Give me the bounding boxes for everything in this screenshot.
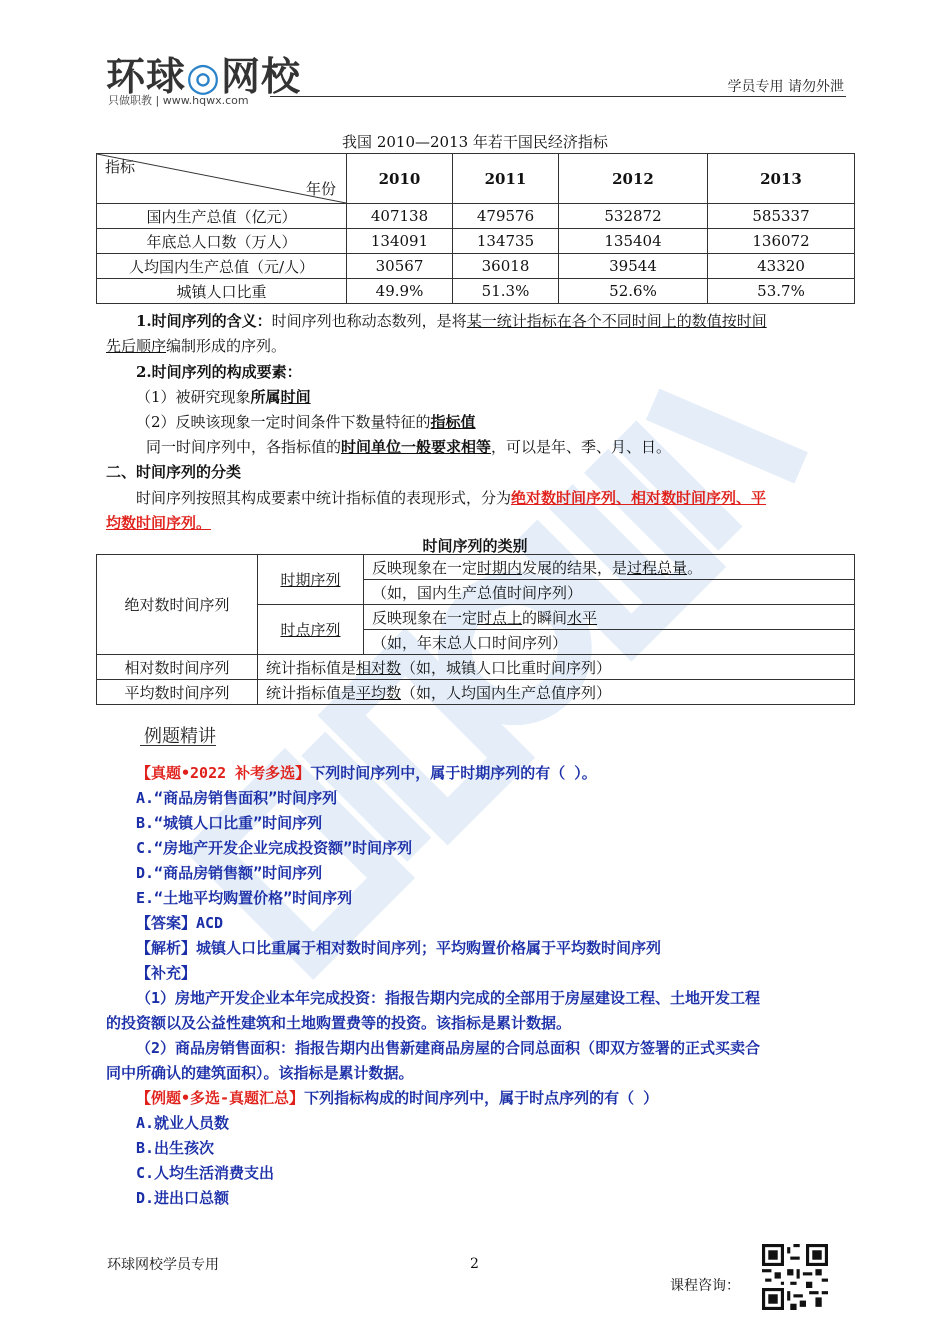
table1-title: 我国 2010—2013 年若干国民经济指标 (342, 133, 608, 151)
supplement-1-line2: 的投资额以及公益性建筑和土地购置费等的投资。该指标是累计数据。 (106, 1014, 572, 1032)
corner-top-label: 指标 (105, 158, 136, 176)
cell-value: 53.7% (708, 279, 855, 304)
course-consult-label: 课程咨询： (670, 1278, 740, 1294)
table2-title: 时间序列的类别 (422, 537, 528, 555)
q1-answer: 【答案】ACD (136, 914, 224, 932)
q1-option-d: D.“商品房销售额”时间序列 (136, 864, 323, 882)
page-header (0, 0, 950, 110)
q2-option-d: D.进出口总额 (136, 1189, 230, 1207)
q1-option-a: A.“商品房销售面积”时间序列 (136, 789, 338, 807)
definition-line1: 1.时间序列的含义：时间序列也称动态数列，是将某一统计指标在各个不同时间上的数值按时间 (136, 312, 767, 330)
footer-note: 环球网校学员专用 (107, 1257, 219, 1273)
brand-logo: 环球◎网校 (106, 55, 302, 100)
cell-value: 49.9% (347, 279, 453, 304)
row-label: 国内生产总值（亿元） (97, 204, 347, 229)
supplement-2-line1: （2）商品房销售面积：指报告期内出售新建商品房屋的合同总面积（即双方签署的正式买卖合 (136, 1039, 761, 1057)
year-header: 2010 (347, 154, 453, 204)
average-series-cell: 平均数时间序列 (97, 680, 258, 705)
absolute-series-cell: 绝对数时间序列 (97, 555, 258, 655)
cell-value: 134091 (347, 229, 453, 254)
corner-bottom-label: 年份 (305, 180, 336, 198)
q1-option-b: B.“城镇人口比重”时间序列 (136, 814, 323, 832)
page-number: 2 (470, 1256, 479, 1272)
period-desc-2: （如，国内生产总值时间序列） (364, 580, 855, 605)
q1-option-c: C.“房地产开发企业完成投资额”时间序列 (136, 839, 413, 857)
cell-value: 479576 (453, 204, 559, 229)
classification-heading: 二、时间序列的分类 (106, 463, 242, 481)
cell-value: 43320 (708, 254, 855, 279)
q2-option-a: A.就业人员数 (136, 1114, 230, 1132)
cell-value: 532872 (559, 204, 708, 229)
average-desc: 统计指标值是平均数（如，人均国内生产总值序列） (258, 680, 855, 705)
table-row (97, 555, 855, 580)
period-desc-1: 反映现象在一定时期内发展的结果，是过程总量。 (364, 555, 855, 580)
table-row (97, 655, 855, 680)
table-row (97, 279, 855, 304)
classification-line1: 时间序列按照其构成要素中统计指标值的表现形式，分为绝对数时间序列、相对数时间序列、平 (136, 489, 767, 507)
supplement-1-line1: （1）房地产开发企业本年完成投资：指报告期内完成的全部用于房屋建设工程、土地开发工程 (136, 989, 761, 1007)
question1-stem: 【真题•2022 补考多选】下列时间序列中，属于时期序列的有（ ）。 (136, 764, 597, 782)
relative-series-cell: 相对数时间序列 (97, 655, 258, 680)
point-desc-1: 反映现象在一定时点上的瞬间水平 (364, 605, 855, 630)
table-row (97, 204, 855, 229)
year-header: 2011 (453, 154, 559, 204)
element-item-2: （2）反映该现象一定时间条件下数量特征的指标值 (136, 413, 476, 431)
point-series-cell: 时点序列 (258, 605, 364, 655)
cell-value: 30567 (347, 254, 453, 279)
q1-supplement-label: 【补充】 (136, 964, 197, 982)
period-series-cell: 时期序列 (258, 555, 364, 605)
definition-line2: 先后顺序编制形成的序列。 (106, 337, 287, 355)
examples-section-title: 例题精讲 (144, 726, 216, 747)
qr-code-icon[interactable] (762, 1244, 828, 1310)
logo-play-icon: ◎ (186, 55, 222, 100)
cell-value: 52.6% (559, 279, 708, 304)
header-divider (270, 96, 846, 97)
supplement-2-line2: 同中所确认的建筑面积）。该指标是累计数据。 (106, 1064, 414, 1082)
logo-tagline: 只做职教 | www.hqwx.com (108, 94, 249, 107)
year-header: 2012 (559, 154, 708, 204)
cell-value: 585337 (708, 204, 855, 229)
year-header: 2013 (708, 154, 855, 204)
cell-value: 135404 (559, 229, 708, 254)
corner-cell (97, 154, 347, 204)
cell-value: 134735 (453, 229, 559, 254)
question2-stem: 【例题•多选-真题汇总】下列指标构成的时间序列中，属于时点序列的有（ ） (136, 1089, 659, 1107)
q2-option-b: B.出生孩次 (136, 1139, 215, 1157)
q1-option-e: E.“土地平均购置价格”时间序列 (136, 889, 353, 907)
q2-option-c: C.人均生活消费支出 (136, 1164, 275, 1182)
cell-value: 36018 (453, 254, 559, 279)
cell-value: 136072 (708, 229, 855, 254)
table-row (97, 680, 855, 705)
series-categories-table (96, 554, 855, 705)
table-row (97, 254, 855, 279)
q1-analysis: 【解析】城镇人口比重属于相对数时间序列；平均购置价格属于平均数时间序列 (136, 939, 662, 957)
classification-line2: 均数时间序列。 (106, 514, 212, 532)
element-item-1: （1）被研究现象所属时间 (136, 388, 311, 406)
economic-indicators-table (96, 153, 855, 304)
element-note: 同一时间序列中，各指标值的时间单位一般要求相等，可以是年、季、月、日。 (146, 438, 672, 456)
cell-value: 51.3% (453, 279, 559, 304)
point-desc-2: （如，年末总人口时间序列） (364, 630, 855, 655)
examples-section-underline (140, 745, 216, 746)
header-note: 学员专用 请勿外泄 (727, 79, 844, 95)
row-label: 城镇人口比重 (97, 279, 347, 304)
row-label: 人均国内生产总值（元/人） (97, 254, 347, 279)
relative-desc: 统计指标值是相对数（如，城镇人口比重时间序列） (258, 655, 855, 680)
row-label: 年底总人口数（万人） (97, 229, 347, 254)
table-row (97, 229, 855, 254)
cell-value: 407138 (347, 204, 453, 229)
cell-value: 39544 (559, 254, 708, 279)
elements-heading: 2.时间序列的构成要素： (136, 363, 302, 381)
